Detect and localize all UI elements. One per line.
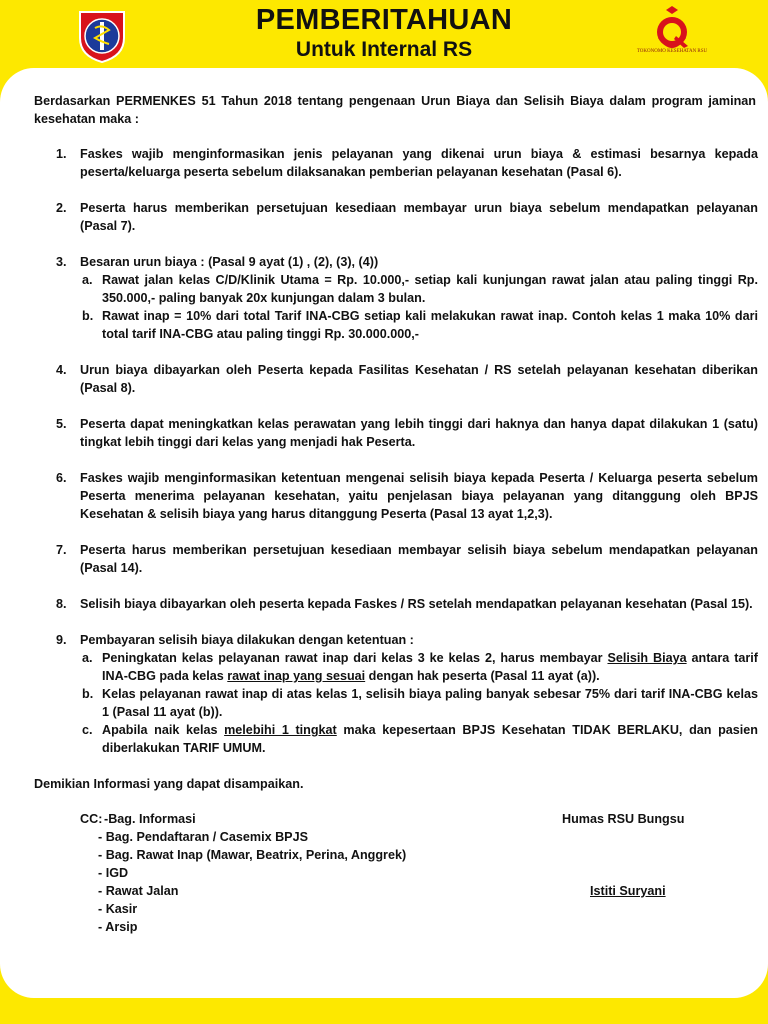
list-item bbox=[34, 253, 758, 343]
item-number: 2. bbox=[56, 201, 67, 215]
intro-paragraph: Berdasarkan PERMENKES 51 Tahun 2018 tentang pengenaan Urun Biaya dan Selisih Biaya dalam program jaminan kesehatan maka : bbox=[34, 94, 756, 126]
list-item bbox=[34, 631, 758, 757]
crest-caption: TOKONOMO KESEHATAN RSU bbox=[636, 49, 708, 54]
cc-entry: - Bag. Rawat Inap (Mawar, Beatrix, Perina, Anggrek) bbox=[98, 848, 407, 862]
cc-row bbox=[80, 846, 406, 864]
header bbox=[0, 0, 768, 70]
list-item bbox=[34, 415, 758, 451]
sub-letter: c. bbox=[82, 723, 93, 737]
cc-label: CC: bbox=[80, 812, 103, 826]
item-text: Faskes wajib menginformasikan ketentuan mengenai selisih biaya kepada Peserta / Keluarga peserta sebelum Peserta menerima pelayanan kesehatan, yaitu penjelasan biaya pelayanan yang ditanggung oleh BPJS Kesehatan & selisih biaya yang harus ditanggung Peserta (Pasal 13 ayat 1,2,3). bbox=[80, 471, 758, 521]
cc-row bbox=[80, 864, 406, 882]
item-number: 4. bbox=[56, 363, 67, 377]
list-item bbox=[34, 145, 758, 181]
page-subtitle: Untuk Internal RS bbox=[295, 38, 473, 61]
closing-statement: Demikian Informasi yang dapat disampaikan. bbox=[34, 777, 304, 791]
sub-text: Kelas pelayanan rawat inap di atas kelas 1, selisih biaya paling banyak sebesar 75% dari tarif INA-CBG kelas 1 (Pasal 11 ayat (b)). bbox=[102, 687, 758, 719]
cc-block bbox=[34, 810, 758, 940]
sub-item bbox=[80, 649, 758, 685]
sub-text-part: antara tarif INA-CBG pada kelas bbox=[102, 651, 758, 683]
list-item bbox=[34, 469, 758, 523]
sub-text-part: Peningkatan kelas pelayanan rawat inap dari kelas 3 ke kelas 2, harus membayar bbox=[102, 651, 608, 665]
item-text: Peserta harus memberikan persetujuan kesediaan membayar selisih biaya sebelum mendapatkan pelayanan (Pasal 14). bbox=[80, 543, 758, 575]
list-item bbox=[34, 361, 758, 397]
item-number: 3. bbox=[56, 255, 67, 269]
sub-item bbox=[80, 685, 758, 721]
sub-letter: b. bbox=[82, 687, 94, 701]
cc-entry: - Rawat Jalan bbox=[98, 884, 179, 898]
sub-item bbox=[80, 307, 758, 343]
notice-list bbox=[34, 145, 758, 757]
sub-text: Rawat inap = 10% dari total Tarif INA-CBG setiap kali melakukan rawat inap. Contoh kelas 1 maka 10% dari total tarif INA-CBG atau paling tinggi Rp. 30.000.000,- bbox=[102, 309, 758, 341]
page-title: PEMBERITAHUAN bbox=[255, 4, 513, 36]
item-number: 8. bbox=[56, 597, 67, 611]
signatory-title: Humas RSU Bungsu bbox=[562, 812, 685, 826]
sub-text-part: dengan hak peserta (Pasal 11 ayat (a)). bbox=[365, 669, 600, 683]
signatory-name: Istiti Suryani bbox=[590, 884, 666, 898]
item-text: Faskes wajib menginformasikan jenis pelayanan yang dikenai urun biaya & estimasi besarnya kepada peserta/keluarga peserta sebelum dilaksanakan pemberian pelayanan kesehatan (Pasal 6). bbox=[80, 147, 758, 179]
sub-item bbox=[80, 721, 758, 757]
sub-text bbox=[102, 721, 758, 757]
item-text: Peserta harus memberikan persetujuan kesediaan membayar urun biaya sebelum mendapatkan pelayanan (Pasal 7). bbox=[80, 201, 758, 233]
list-item bbox=[34, 199, 758, 235]
sub-text-part: Apabila naik kelas bbox=[102, 723, 225, 737]
cc-row bbox=[80, 810, 406, 828]
item-number: 6. bbox=[56, 471, 67, 485]
cc-entry: - IGD bbox=[98, 866, 129, 880]
cc-list bbox=[80, 810, 406, 936]
cc-row bbox=[80, 918, 406, 936]
underlined-term: rawat inap yang sesuai bbox=[227, 669, 366, 683]
cc-entry: -Bag. Informasi bbox=[104, 812, 196, 826]
underlined-term: Selisih Biaya bbox=[607, 651, 687, 665]
sub-letter: a. bbox=[82, 273, 93, 287]
item-text: Pembayaran selisih biaya dilakukan dengan ketentuan : bbox=[80, 633, 414, 647]
sub-item bbox=[80, 271, 758, 307]
cc-row bbox=[80, 882, 406, 900]
sub-letter: a. bbox=[82, 651, 93, 665]
cc-row bbox=[80, 900, 406, 918]
list-item bbox=[34, 541, 758, 577]
item-number: 9. bbox=[56, 633, 67, 647]
item-number: 1. bbox=[56, 147, 67, 161]
item-text: Urun biaya dibayarkan oleh Peserta kepada Fasilitas Kesehatan / RS setelah pelayanan kesehatan diberikan (Pasal 8). bbox=[80, 363, 758, 395]
item-number: 7. bbox=[56, 543, 67, 557]
item-text: Peserta dapat meningkatkan kelas perawatan yang lebih tinggi dari haknya dan hanya dapat dilakukan 1 (satu) tingkat lebih tinggi dari kelas yang menjadi hak Peserta. bbox=[80, 417, 758, 449]
notice-content bbox=[34, 92, 758, 940]
sub-text: Rawat jalan kelas C/D/Klinik Utama = Rp. 10.000,- setiap kali kunjungan rawat jalan atau paling tinggi Rp. 350.000,- paling banyak 20x kunjungan dalam 3 bulan. bbox=[102, 273, 758, 305]
sub-letter: b. bbox=[82, 309, 94, 323]
cc-entry: - Bag. Pendaftaran / Casemix BPJS bbox=[98, 830, 308, 844]
sub-text bbox=[102, 649, 758, 685]
item-number: 5. bbox=[56, 417, 67, 431]
list-item bbox=[34, 595, 758, 613]
cc-entry: - Arsip bbox=[98, 920, 138, 934]
sub-text-part: maka kepesertaan BPJS Kesehatan TIDAK BERLAKU, dan pasien diberlakukan TARIF UMUM. bbox=[102, 723, 758, 755]
item-text: Besaran urun biaya : (Pasal 9 ayat (1) , (2), (3), (4)) bbox=[80, 255, 379, 269]
cc-row bbox=[80, 828, 406, 846]
item-text: Selisih biaya dibayarkan oleh peserta kepada Faskes / RS setelah mendapatkan pelayanan kesehatan (Pasal 15). bbox=[80, 597, 753, 611]
underlined-term: melebihi 1 tingkat bbox=[224, 723, 337, 737]
red-crest-icon bbox=[636, 6, 708, 66]
cc-entry: - Kasir bbox=[98, 902, 138, 916]
